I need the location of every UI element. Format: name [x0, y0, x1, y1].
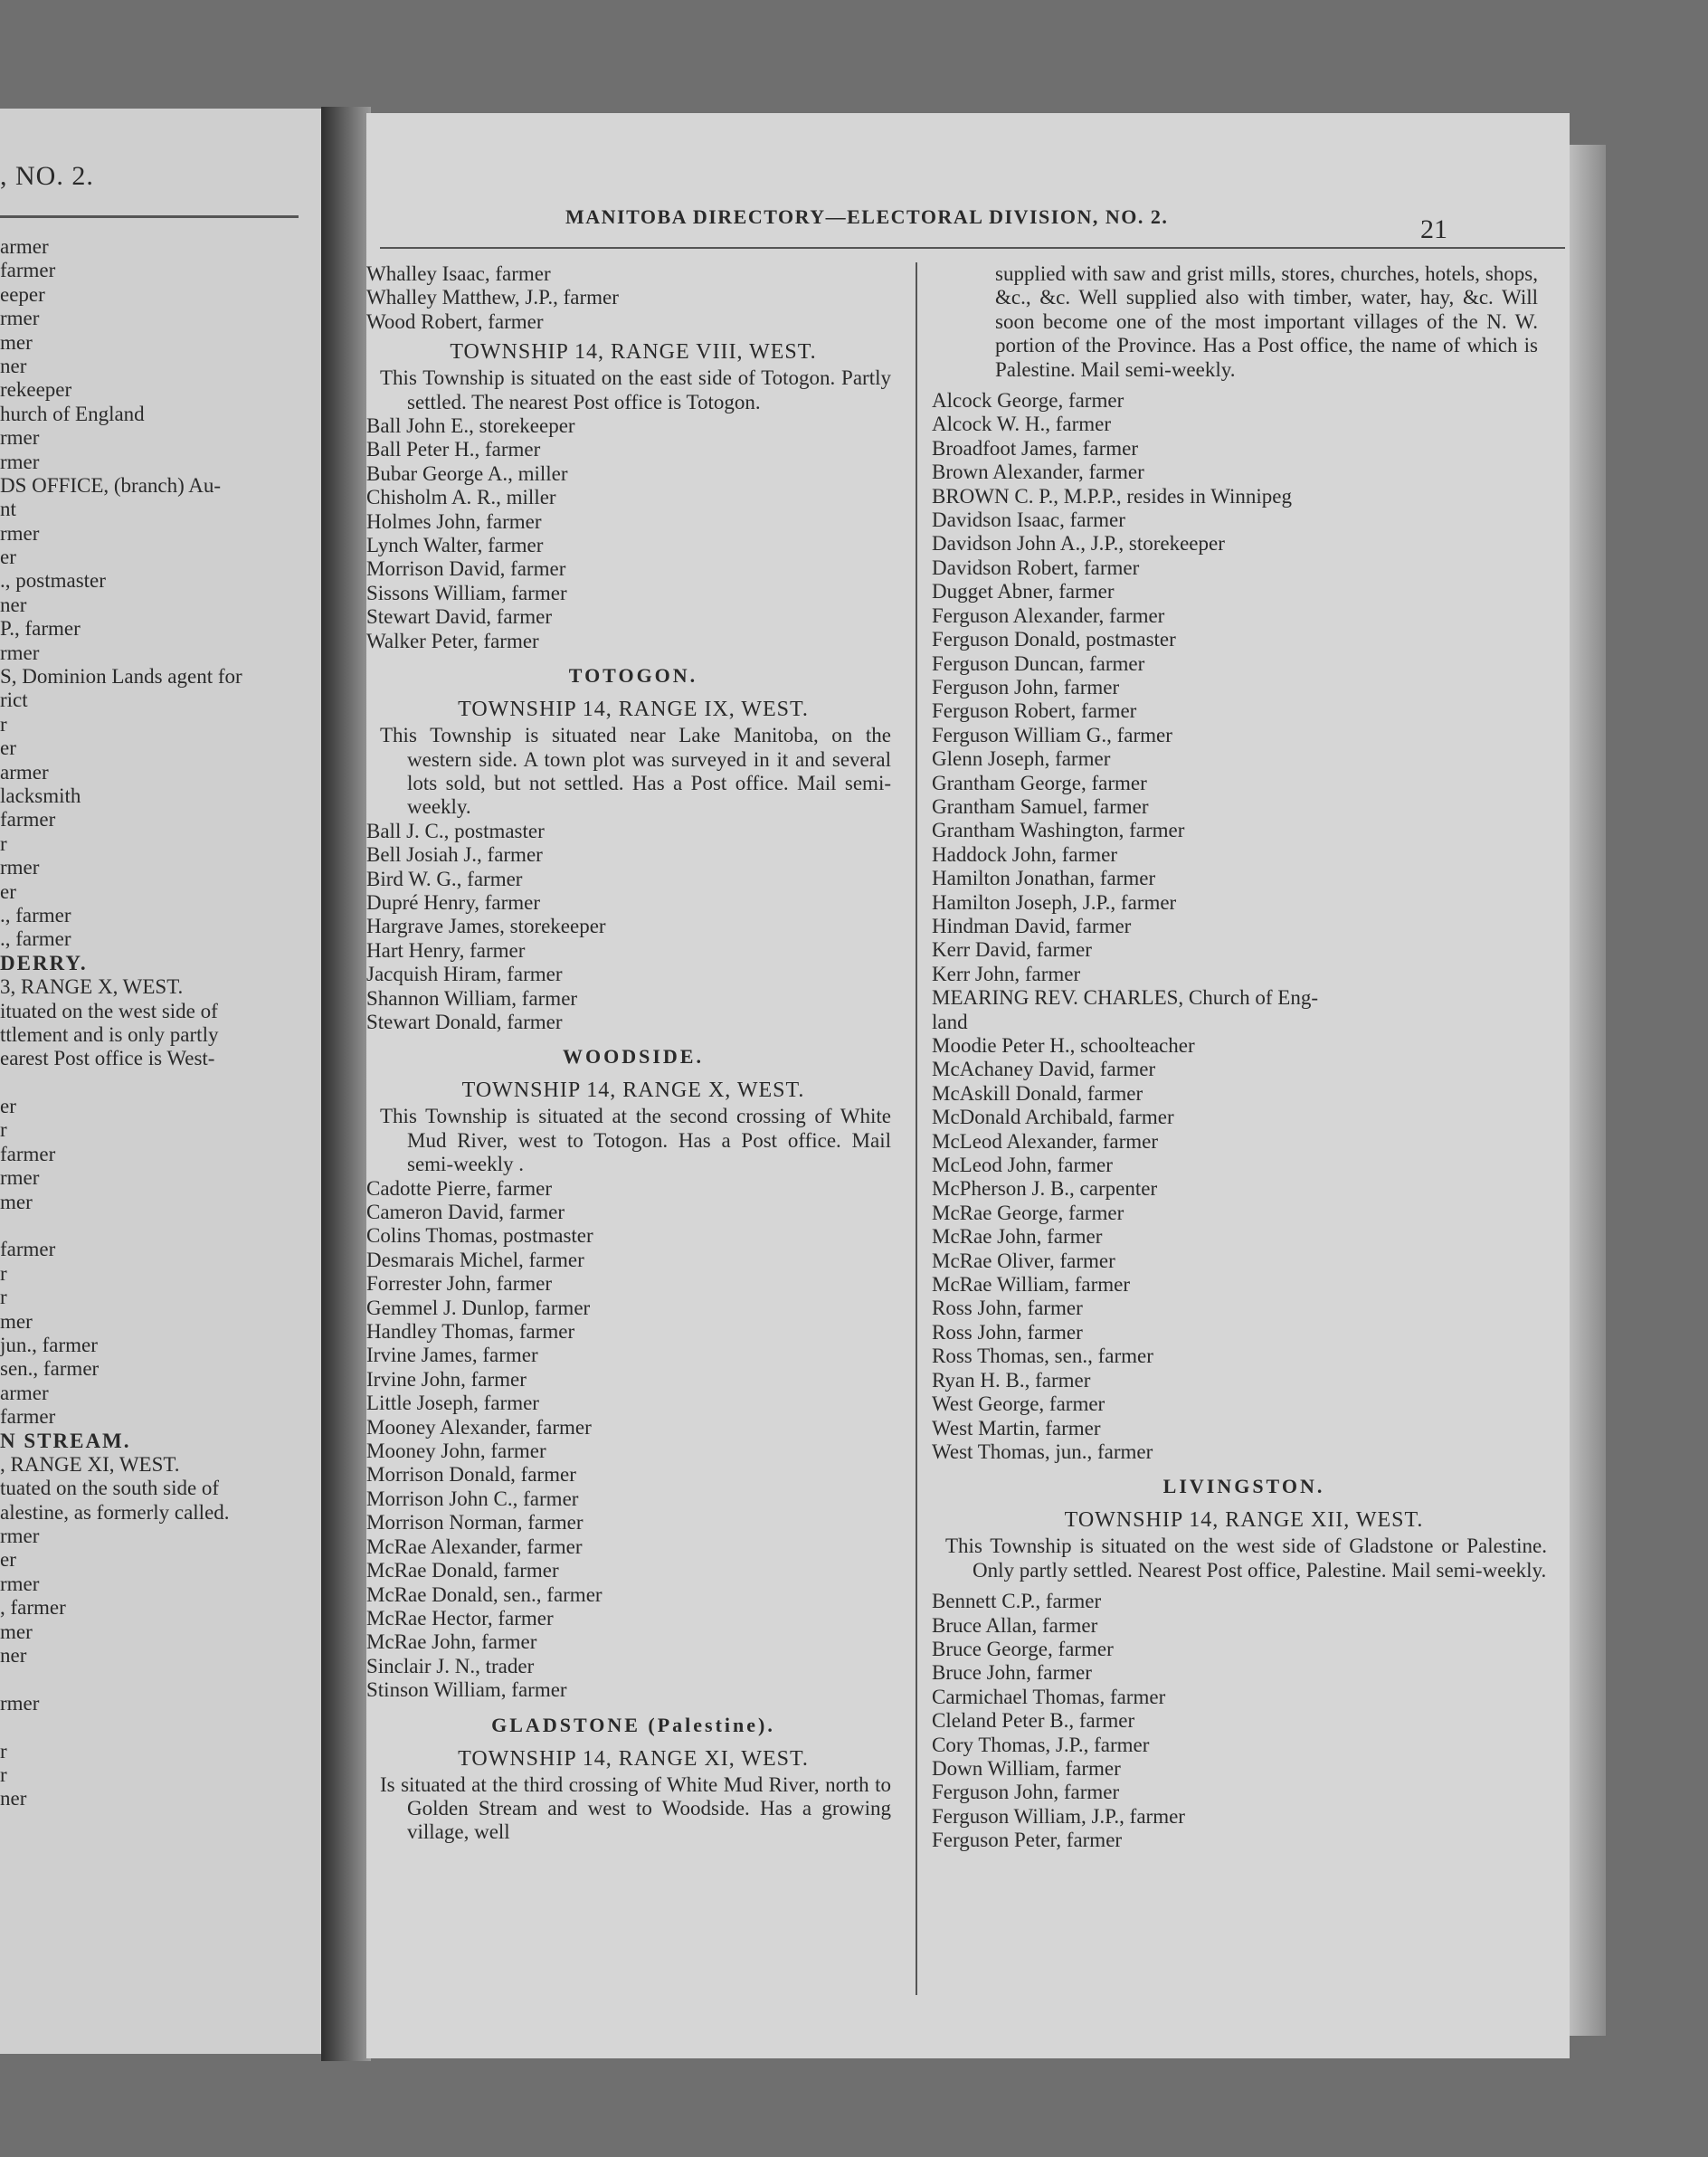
list-item: Grantham Washington, farmer — [932, 819, 1185, 842]
list-item: West George, farmer — [932, 1392, 1105, 1416]
list-item: rict — [0, 689, 28, 712]
list-item: Bennett C.P., farmer — [932, 1590, 1102, 1613]
list-item: er — [0, 546, 16, 569]
list-item: McRae Donald, farmer — [366, 1559, 559, 1582]
list-item: Davidson Isaac, farmer — [932, 508, 1125, 532]
list-item: Moodie Peter H., schoolteacher — [932, 1034, 1195, 1057]
list-item: farmer — [0, 1405, 56, 1429]
township-description-livingston: This Township is situated on the west side of Gladstone or Palestine. Only partly settled. Nearest Post office, Palestine. Mail semi-weekly. — [945, 1535, 1547, 1582]
page-header: MANITOBA DIRECTORY—ELECTORAL DIVISION, NO. 2. — [565, 205, 1169, 228]
list-item: ituated on the west side of — [0, 999, 218, 1022]
list-item: er — [0, 879, 16, 903]
list-item: BROWN C. P., M.P.P., resides in Winnipeg — [932, 484, 1292, 508]
list-item: rmer — [0, 450, 40, 473]
list-item: Whalley Isaac, farmer — [366, 262, 551, 285]
list-item: Ball Peter H., farmer — [366, 438, 541, 461]
left-page-rule — [0, 215, 299, 218]
list-item: Sissons William, farmer — [366, 581, 567, 604]
left-page-lines — [0, 235, 317, 1811]
list-item: Hamilton Joseph, J.P., farmer — [932, 890, 1177, 914]
list-item: Hart Henry, farmer — [366, 938, 526, 962]
list-item: Sinclair J. N., trader — [366, 1654, 535, 1677]
list-item: Bell Josiah J., farmer — [366, 843, 543, 867]
page-edge — [1570, 145, 1606, 2036]
list-item: Glenn Joseph, farmer — [932, 747, 1111, 771]
column-divider — [916, 262, 917, 1995]
left-page — [0, 109, 331, 2054]
list-item: Irvine John, farmer — [366, 1367, 527, 1391]
list-item: Morrison David, farmer — [366, 557, 566, 581]
list-item — [0, 1715, 317, 1739]
list-item: Stewart David, farmer — [366, 605, 553, 629]
list-item: West Thomas, jun., farmer — [932, 1440, 1153, 1463]
list-item: Dupré Henry, farmer — [366, 890, 540, 914]
list-item: eeper — [0, 282, 45, 306]
list-item: rekeeper — [0, 378, 72, 402]
list-item: ., farmer — [0, 903, 71, 926]
list-item: McRae Hector, farmer — [366, 1606, 554, 1630]
list-item: Ferguson Peter, farmer — [932, 1829, 1123, 1852]
list-item: Kerr John, farmer — [932, 962, 1081, 985]
list-item: Down William, farmer — [932, 1756, 1121, 1780]
list-item: McRae John, farmer — [366, 1630, 537, 1654]
list-item: armer — [0, 1381, 49, 1404]
list-item: ner — [0, 593, 27, 616]
entries-viii — [366, 414, 900, 653]
list-item: rmer — [0, 1525, 40, 1548]
list-item: earest Post office is West- — [0, 1047, 215, 1070]
list-item: r — [0, 1118, 7, 1142]
list-item: farmer — [0, 1142, 56, 1165]
right-page — [366, 113, 1570, 2058]
list-item: mer — [0, 1309, 33, 1333]
section-title-gladstone: GLADSTONE (Palestine). — [491, 1713, 775, 1736]
section-title-woodside: WOODSIDE. — [563, 1045, 704, 1069]
list-item: Shannon William, farmer — [366, 986, 578, 1010]
list-item: Mooney John, farmer — [366, 1440, 546, 1463]
list-item: Hindman David, farmer — [932, 914, 1132, 937]
list-item: Ross John, farmer — [932, 1320, 1083, 1344]
list-item: Bird W. G., farmer — [366, 867, 523, 890]
list-item: Grantham Samuel, farmer — [932, 794, 1149, 818]
list-item: Holmes John, farmer — [366, 509, 542, 533]
list-item: Alcock George, farmer — [932, 389, 1124, 413]
list-item: ., postmaster — [0, 569, 106, 593]
list-item: r — [0, 712, 7, 736]
list-item: er — [0, 736, 16, 760]
list-item: Haddock John, farmer — [932, 842, 1118, 866]
right-column — [932, 262, 1556, 1853]
list-item: Carmichael Thomas, farmer — [932, 1685, 1166, 1708]
list-item: Bubar George A., miller — [366, 461, 568, 485]
township-heading-totogon: TOWNSHIP 14, RANGE IX, WEST. — [458, 698, 809, 722]
list-item: Ferguson William, J.P., farmer — [932, 1804, 1185, 1828]
list-item: McLeod Alexander, farmer — [932, 1129, 1159, 1153]
list-item: Hargrave James, storekeeper — [366, 915, 606, 938]
list-item: rmer — [0, 426, 40, 450]
township-description-gladstone: Is situated at the third crossing of White Mud River, north to Golden Stream and west to Woodside. Has a growing village, well — [380, 1772, 891, 1844]
list-item: S, Dominion Lands agent for — [0, 665, 242, 689]
township-description-woodside: This Township is situated at the second crossing of White Mud River, west to Totogon. Has a Post office. Mail semi-weekly . — [380, 1105, 891, 1176]
list-item: Ross John, farmer — [932, 1297, 1083, 1320]
list-item: DERRY. — [0, 951, 88, 974]
header-rule — [380, 247, 1565, 249]
section-title-livingston: LIVINGSTON. — [1162, 1475, 1325, 1498]
list-item: Little Joseph, farmer — [366, 1392, 539, 1415]
list-item: er — [0, 1548, 16, 1572]
list-item: Morrison John C., farmer — [366, 1487, 579, 1510]
list-item: McPherson J. B., carpenter — [932, 1177, 1158, 1201]
list-item: McRae George, farmer — [932, 1201, 1124, 1224]
continued-description: supplied with saw and grist mills, stores, churches, hotels, shops, &c., &c. Well supplied also with timber, water, hay, &c. Will soon become one of the most important villages of the N. W. portion of the Province. Has a Post office, the name of which is Palestine. Mail semi-weekly. — [995, 262, 1538, 381]
township-heading-viii: TOWNSHIP 14, RANGE VIII, WEST. — [450, 340, 817, 365]
list-item: r — [0, 1739, 7, 1763]
list-item: McAchaney David, farmer — [932, 1058, 1156, 1081]
entries-gladstone — [932, 389, 1556, 1464]
list-item: Dugget Abner, farmer — [932, 580, 1115, 603]
list-item: Irvine James, farmer — [366, 1344, 538, 1367]
list-item: Alcock W. H., farmer — [932, 413, 1111, 436]
list-item: hurch of England — [0, 402, 145, 425]
list-item: Brown Alexander, farmer — [932, 461, 1144, 484]
list-item: Grantham George, farmer — [932, 771, 1147, 794]
list-item: rmer — [0, 856, 40, 879]
list-item: McAskill Donald, farmer — [932, 1081, 1143, 1105]
list-item: tuated on the south side of — [0, 1477, 220, 1500]
list-item: Cleland Peter B., farmer — [932, 1709, 1135, 1733]
township-heading-gladstone: TOWNSHIP 14, RANGE XI, WEST. — [458, 1746, 809, 1771]
list-item: McDonald Archibald, farmer — [932, 1106, 1174, 1129]
list-item: ner — [0, 354, 27, 377]
list-item: alestine, as formerly called. — [0, 1500, 230, 1524]
list-item: Cadotte Pierre, farmer — [366, 1176, 552, 1200]
list-item: Hamilton Jonathan, farmer — [932, 867, 1156, 890]
list-item: farmer — [0, 808, 56, 831]
list-item: r — [0, 1286, 7, 1309]
list-item: Broadfoot James, farmer — [932, 436, 1139, 460]
list-item: lacksmith — [0, 784, 81, 807]
list-item: farmer — [0, 259, 56, 282]
list-item: Forrester John, farmer — [366, 1272, 553, 1296]
list-item: ner — [0, 1644, 27, 1668]
township-description-totogon: This Township is situated near Lake Manitoba, on the western side. A town plot was surveyed in it and several lots sold, but not settled. Has a Post office. Mail semi-weekly. — [380, 724, 891, 819]
list-item: 3, RANGE X, WEST. — [0, 975, 184, 999]
list-item: Morrison Donald, farmer — [366, 1463, 576, 1487]
list-item: sen., farmer — [0, 1357, 100, 1381]
list-item: r — [0, 1763, 7, 1786]
entries-livingston — [932, 1590, 1556, 1852]
list-item: r — [0, 1261, 7, 1285]
list-item: armer — [0, 235, 49, 258]
list-item: , farmer — [0, 1596, 66, 1620]
list-item: Cory Thomas, J.P., farmer — [932, 1733, 1150, 1756]
list-item: Bruce George, farmer — [932, 1637, 1114, 1660]
list-item: DS OFFICE, (branch) Au- — [0, 473, 222, 497]
list-item: Wood Robert, farmer — [366, 309, 544, 333]
township-heading-livingston: TOWNSHIP 14, RANGE XII, WEST. — [1064, 1508, 1424, 1533]
list-item: mer — [0, 1190, 33, 1213]
top-entries — [366, 262, 900, 334]
list-item: McRae Alexander, farmer — [366, 1535, 583, 1558]
list-item: Bruce Allan, farmer — [932, 1613, 1098, 1637]
list-item: Ferguson John, farmer — [932, 1781, 1120, 1804]
list-item: Ferguson John, farmer — [932, 675, 1120, 698]
section-title-totogon: TOTOGON. — [568, 664, 698, 688]
list-item: Ferguson William G., farmer — [932, 723, 1172, 746]
township-heading-woodside: TOWNSHIP 14, RANGE X, WEST. — [461, 1078, 805, 1103]
list-item: armer — [0, 760, 49, 784]
list-item: McRae Oliver, farmer — [932, 1249, 1115, 1272]
list-item: Ferguson Alexander, farmer — [932, 603, 1165, 627]
list-item: Stewart Donald, farmer — [366, 1010, 563, 1033]
list-item: rmer — [0, 307, 40, 330]
entries-totogon — [366, 820, 900, 1035]
list-item — [0, 1071, 317, 1095]
list-item: P., farmer — [0, 617, 81, 641]
list-item: Stinson William, farmer — [366, 1678, 567, 1702]
list-item: Whalley Matthew, J.P., farmer — [366, 286, 619, 309]
list-item: mer — [0, 1620, 33, 1643]
list-item: Davidson Robert, farmer — [932, 556, 1140, 579]
list-item: ., farmer — [0, 927, 71, 951]
list-item: McLeod John, farmer — [932, 1154, 1113, 1177]
list-item: rmer — [0, 1691, 40, 1715]
list-item: Handley Thomas, farmer — [366, 1320, 575, 1344]
list-item: Colins Thomas, postmaster — [366, 1224, 593, 1248]
list-item: rmer — [0, 521, 40, 545]
list-item: Ferguson Duncan, farmer — [932, 651, 1145, 675]
list-item: mer — [0, 330, 33, 354]
list-item — [0, 1668, 317, 1691]
list-item: McRae John, farmer — [932, 1225, 1103, 1249]
list-item: Morrison Norman, farmer — [366, 1511, 584, 1535]
list-item: Kerr David, farmer — [932, 938, 1092, 962]
list-item: rmer — [0, 641, 40, 664]
list-item: Ferguson Donald, postmaster — [932, 628, 1176, 651]
page-number: 21 — [1420, 214, 1447, 244]
list-item: rmer — [0, 1166, 40, 1190]
list-item — [0, 1214, 317, 1238]
list-item: McRae Donald, sen., farmer — [366, 1582, 603, 1606]
book-gutter — [321, 107, 371, 2061]
list-item: Ryan H. B., farmer — [932, 1368, 1091, 1392]
list-item: Bruce John, farmer — [932, 1661, 1092, 1685]
list-item: N STREAM. — [0, 1429, 131, 1452]
list-item: Desmarais Michel, farmer — [366, 1248, 584, 1271]
list-item: ner — [0, 1787, 27, 1810]
list-item: Ferguson Robert, farmer — [932, 699, 1137, 723]
list-item: Ball John E., storekeeper — [366, 414, 575, 438]
list-item: Chisholm A. R., miller — [366, 486, 556, 509]
list-item: Gemmel J. Dunlop, farmer — [366, 1296, 591, 1319]
entries-woodside — [366, 1177, 900, 1703]
list-item: Jacquish Hiram, farmer — [366, 963, 563, 986]
list-item: Davidson John A., J.P., storekeeper — [932, 532, 1225, 556]
township-description-viii: This Township is situated on the east side of Totogon. Partly settled. The nearest Post office is Totogon. — [380, 366, 891, 413]
list-item: , RANGE XI, WEST. — [0, 1452, 180, 1476]
list-item: Lynch Walter, farmer — [366, 534, 544, 557]
list-item: Ball J. C., postmaster — [366, 819, 545, 842]
left-page-header: , NO. 2. — [0, 161, 94, 191]
list-item: land — [932, 1010, 968, 1033]
left-column — [366, 262, 900, 1845]
list-item: Mooney Alexander, farmer — [366, 1415, 592, 1439]
list-item: Walker Peter, farmer — [366, 629, 539, 652]
list-item: ttlement and is only partly — [0, 1022, 219, 1046]
list-item: Ross Thomas, sen., farmer — [932, 1345, 1153, 1368]
list-item: farmer — [0, 1238, 56, 1261]
list-item: r — [0, 831, 7, 855]
list-item: West Martin, farmer — [932, 1416, 1101, 1440]
list-item: McRae William, farmer — [932, 1273, 1130, 1297]
list-item: jun., farmer — [0, 1333, 98, 1356]
list-item: rmer — [0, 1572, 40, 1595]
list-item: er — [0, 1095, 16, 1118]
list-item: Cameron David, farmer — [366, 1201, 565, 1223]
list-item: MEARING REV. CHARLES, Church of Eng- — [932, 986, 1318, 1010]
list-item: nt — [0, 498, 16, 521]
